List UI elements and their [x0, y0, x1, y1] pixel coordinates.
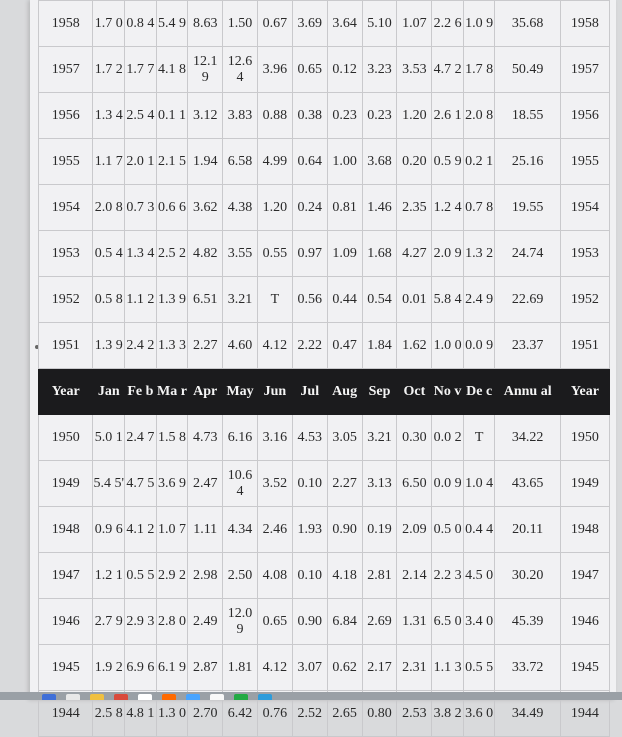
value-cell: 2.7 9 [93, 599, 125, 645]
year-cell: 1952 [560, 277, 609, 323]
value-cell: 3.07 [292, 645, 327, 691]
value-cell: 0.5 8 [93, 277, 125, 323]
value-cell: 2.31 [397, 645, 432, 691]
dock-app-icon[interactable] [66, 694, 80, 700]
value-cell: 0.2 1 [463, 139, 495, 185]
value-cell: 0.8 4 [125, 1, 157, 47]
value-cell: 24.74 [495, 231, 560, 277]
value-cell: 10.6 4 [223, 461, 258, 507]
value-cell: 2.27 [188, 323, 223, 369]
value-cell: 1.46 [362, 185, 397, 231]
value-cell: 5.4 9 [156, 1, 188, 47]
value-cell: 1.7 0 [93, 1, 125, 47]
value-cell: 1.50 [223, 1, 258, 47]
year-cell: 1947 [560, 553, 609, 599]
value-cell: 0.6 6 [156, 185, 188, 231]
year-cell: 1951 [39, 323, 93, 369]
value-cell: 3.4 0 [463, 599, 495, 645]
value-cell: 0.65 [257, 599, 292, 645]
table-row [39, 599, 610, 645]
value-cell: 3.21 [223, 277, 258, 323]
value-cell: 2.27 [327, 461, 362, 507]
value-cell: 2.47 [188, 461, 223, 507]
value-cell: 6.58 [223, 139, 258, 185]
value-cell: 0.30 [397, 415, 432, 461]
year-cell: 1958 [39, 1, 93, 47]
value-cell: 4.1 8 [156, 47, 188, 93]
value-cell: 6.9 6 [125, 645, 157, 691]
value-cell: 2.1 5 [156, 139, 188, 185]
value-cell: 5.10 [362, 1, 397, 47]
value-cell: 0.7 3 [125, 185, 157, 231]
value-cell: 0.90 [327, 507, 362, 553]
value-cell: 1.0 4 [463, 461, 495, 507]
table-header-row [39, 369, 610, 415]
value-cell: 2.6 1 [432, 93, 464, 139]
year-cell: 1946 [560, 599, 609, 645]
value-cell: 2.46 [257, 507, 292, 553]
value-cell: 1.9 2 [93, 645, 125, 691]
column-header: Year [39, 369, 93, 415]
value-cell: 0.76 [257, 691, 292, 737]
value-cell: 0.65 [292, 47, 327, 93]
value-cell: 1.3 4 [93, 93, 125, 139]
value-cell: 2.4 2 [125, 323, 157, 369]
value-cell: 4.82 [188, 231, 223, 277]
value-cell: 2.35 [397, 185, 432, 231]
column-header: Aug [327, 369, 362, 415]
dock-app-icon[interactable] [42, 694, 56, 700]
value-cell: 2.65 [327, 691, 362, 737]
value-cell: 4.53 [292, 415, 327, 461]
value-cell: 3.64 [327, 1, 362, 47]
value-cell: 2.81 [362, 553, 397, 599]
value-cell: 1.94 [188, 139, 223, 185]
value-cell: 1.00 [327, 139, 362, 185]
value-cell: 2.09 [397, 507, 432, 553]
value-cell: 30.20 [495, 553, 560, 599]
value-cell: 1.07 [397, 1, 432, 47]
value-cell: 1.0 9 [463, 1, 495, 47]
value-cell: 6.1 9 [156, 645, 188, 691]
value-cell: 2.0 8 [93, 185, 125, 231]
value-cell: 1.1 3 [432, 645, 464, 691]
value-cell: 6.51 [188, 277, 223, 323]
value-cell: 6.16 [223, 415, 258, 461]
value-cell: 1.3 3 [156, 323, 188, 369]
year-cell: 1945 [560, 645, 609, 691]
table-row [39, 1, 610, 47]
value-cell: 35.68 [495, 1, 560, 47]
value-cell: 2.8 0 [156, 599, 188, 645]
column-header: De c [463, 369, 495, 415]
dock-bar [42, 692, 502, 700]
value-cell: 1.11 [188, 507, 223, 553]
table-body [39, 1, 610, 737]
value-cell: 12.1 9 [188, 47, 223, 93]
value-cell: 50.49 [495, 47, 560, 93]
value-cell: 0.24 [292, 185, 327, 231]
value-cell: 4.7 2 [432, 47, 464, 93]
year-cell: 1944 [560, 691, 609, 737]
value-cell: 2.17 [362, 645, 397, 691]
value-cell: 22.69 [495, 277, 560, 323]
value-cell: 12.0 9 [223, 599, 258, 645]
table-row [39, 185, 610, 231]
value-cell: 0.19 [362, 507, 397, 553]
value-cell: 2.9 3 [125, 599, 157, 645]
value-cell: 2.14 [397, 553, 432, 599]
table-row [39, 553, 610, 599]
value-cell: 2.52 [292, 691, 327, 737]
value-cell: 3.05 [327, 415, 362, 461]
value-cell: 3.52 [257, 461, 292, 507]
value-cell: 4.12 [257, 323, 292, 369]
value-cell: 6.5 0 [432, 599, 464, 645]
column-header: Fe b [125, 369, 157, 415]
table-row [39, 231, 610, 277]
value-cell: 0.5 5 [125, 553, 157, 599]
year-cell: 1956 [560, 93, 609, 139]
value-cell: 3.6 9 [156, 461, 188, 507]
value-cell: 25.16 [495, 139, 560, 185]
value-cell: 3.23 [362, 47, 397, 93]
value-cell: 2.4 7 [125, 415, 157, 461]
value-cell: 0.10 [292, 461, 327, 507]
value-cell: 1.09 [327, 231, 362, 277]
value-cell: 23.37 [495, 323, 560, 369]
value-cell: 2.5 8 [93, 691, 125, 737]
value-cell: 4.38 [223, 185, 258, 231]
value-cell: 1.1 2 [125, 277, 157, 323]
value-cell: 12.6 4 [223, 47, 258, 93]
column-header: No v [432, 369, 464, 415]
value-cell: 0.5 4 [93, 231, 125, 277]
table-row [39, 47, 610, 93]
column-header: May [223, 369, 258, 415]
value-cell: 1.84 [362, 323, 397, 369]
value-cell: 1.31 [397, 599, 432, 645]
table-row [39, 139, 610, 185]
value-cell: 0.81 [327, 185, 362, 231]
year-cell: 1956 [39, 93, 93, 139]
value-cell: 3.69 [292, 1, 327, 47]
value-cell: 0.23 [362, 93, 397, 139]
value-cell: 4.12 [257, 645, 292, 691]
value-cell: 1.5 8 [156, 415, 188, 461]
value-cell: 4.7 5 [125, 461, 157, 507]
column-header: Annu al [495, 369, 560, 415]
column-header: Jan [93, 369, 125, 415]
value-cell: 1.7 2 [93, 47, 125, 93]
value-cell: 3.21 [362, 415, 397, 461]
year-cell: 1958 [560, 1, 609, 47]
value-cell: 0.0 9 [432, 461, 464, 507]
value-cell: 1.3 9 [93, 323, 125, 369]
year-cell: 1955 [560, 139, 609, 185]
dock-app-icon[interactable] [90, 694, 104, 700]
value-cell: 1.68 [362, 231, 397, 277]
value-cell: 0.10 [292, 553, 327, 599]
year-cell: 1949 [39, 461, 93, 507]
value-cell: 2.0 9 [432, 231, 464, 277]
value-cell: 0.67 [257, 1, 292, 47]
dock-app-icon[interactable] [138, 694, 152, 700]
value-cell: 2.98 [188, 553, 223, 599]
value-cell: 4.1 2 [125, 507, 157, 553]
value-cell: 4.5 0 [463, 553, 495, 599]
value-cell: 3.6 0 [463, 691, 495, 737]
table-row [39, 507, 610, 553]
dock-app-icon[interactable] [162, 694, 176, 700]
value-cell: 2.2 3 [432, 553, 464, 599]
value-cell: 0.5 0 [432, 507, 464, 553]
value-cell: 0.01 [397, 277, 432, 323]
column-header: Sep [362, 369, 397, 415]
value-cell: 3.83 [223, 93, 258, 139]
value-cell: 3.13 [362, 461, 397, 507]
value-cell: 2.70 [188, 691, 223, 737]
value-cell: 3.12 [188, 93, 223, 139]
value-cell: 0.56 [292, 277, 327, 323]
value-cell: 4.08 [257, 553, 292, 599]
value-cell: 2.87 [188, 645, 223, 691]
value-cell: 4.73 [188, 415, 223, 461]
value-cell: 0.88 [257, 93, 292, 139]
year-cell: 1948 [560, 507, 609, 553]
value-cell: T [463, 415, 495, 461]
value-cell: 4.34 [223, 507, 258, 553]
calendar-icon[interactable] [114, 694, 128, 700]
value-cell: 1.0 7 [156, 507, 188, 553]
value-cell: 4.27 [397, 231, 432, 277]
column-header: Apr [188, 369, 223, 415]
value-cell: 1.2 4 [432, 185, 464, 231]
value-cell: 2.9 2 [156, 553, 188, 599]
value-cell: 2.22 [292, 323, 327, 369]
value-cell: 6.50 [397, 461, 432, 507]
table-row [39, 277, 610, 323]
value-cell: 0.1 1 [156, 93, 188, 139]
value-cell: 0.44 [327, 277, 362, 323]
value-cell: 6.84 [327, 599, 362, 645]
value-cell: 0.62 [327, 645, 362, 691]
year-cell: 1955 [39, 139, 93, 185]
value-cell: 2.0 8 [463, 93, 495, 139]
column-header: Jul [292, 369, 327, 415]
value-cell: 4.18 [327, 553, 362, 599]
year-cell: 1950 [560, 415, 609, 461]
value-cell: 3.62 [188, 185, 223, 231]
value-cell: 0.54 [362, 277, 397, 323]
year-cell: 1948 [39, 507, 93, 553]
value-cell: 3.55 [223, 231, 258, 277]
value-cell: 2.49 [188, 599, 223, 645]
value-cell: 0.20 [397, 139, 432, 185]
value-cell: 1.2 1 [93, 553, 125, 599]
value-cell: 0.7 8 [463, 185, 495, 231]
value-cell: 1.20 [397, 93, 432, 139]
value-cell: 18.55 [495, 93, 560, 139]
column-header: Oct [397, 369, 432, 415]
value-cell: 0.0 9 [463, 323, 495, 369]
value-cell: 33.72 [495, 645, 560, 691]
table-row [39, 323, 610, 369]
value-cell: 4.60 [223, 323, 258, 369]
value-cell: 2.4 9 [463, 277, 495, 323]
year-cell: 1957 [39, 47, 93, 93]
value-cell: 0.4 4 [463, 507, 495, 553]
value-cell: 0.47 [327, 323, 362, 369]
value-cell: 6.42 [223, 691, 258, 737]
value-cell: 1.93 [292, 507, 327, 553]
value-cell: 3.8 2 [432, 691, 464, 737]
year-cell: 1945 [39, 645, 93, 691]
value-cell: 1.1 7 [93, 139, 125, 185]
value-cell: 0.0 2 [432, 415, 464, 461]
value-cell: 1.3 0 [156, 691, 188, 737]
value-cell: 2.53 [397, 691, 432, 737]
value-cell: 45.39 [495, 599, 560, 645]
year-cell: 1951 [560, 323, 609, 369]
value-cell: T [257, 277, 292, 323]
value-cell: 43.65 [495, 461, 560, 507]
column-header: Jun [257, 369, 292, 415]
value-cell: 3.16 [257, 415, 292, 461]
value-cell: 1.81 [223, 645, 258, 691]
value-cell: 0.64 [292, 139, 327, 185]
value-cell: 2.50 [223, 553, 258, 599]
dock-app-icon[interactable] [210, 694, 224, 700]
value-cell: 34.49 [495, 691, 560, 737]
value-cell: 20.11 [495, 507, 560, 553]
year-cell: 1949 [560, 461, 609, 507]
value-cell: 0.12 [327, 47, 362, 93]
year-cell: 1954 [39, 185, 93, 231]
value-cell: 1.62 [397, 323, 432, 369]
value-cell: 5.0 1 [93, 415, 125, 461]
value-cell: 2.2 6 [432, 1, 464, 47]
value-cell: 0.5 5 [463, 645, 495, 691]
value-cell: 0.9 6 [93, 507, 125, 553]
value-cell: 2.5 2 [156, 231, 188, 277]
value-cell: 1.20 [257, 185, 292, 231]
value-cell: 4.99 [257, 139, 292, 185]
value-cell: 5.8 4 [432, 277, 464, 323]
value-cell: 5.4 5' [93, 461, 125, 507]
year-cell: 1957 [560, 47, 609, 93]
value-cell: 0.80 [362, 691, 397, 737]
value-cell: 0.23 [327, 93, 362, 139]
value-cell: 3.96 [257, 47, 292, 93]
year-cell: 1944 [39, 691, 93, 737]
column-header: Year [560, 369, 609, 415]
value-cell: 1.7 8 [463, 47, 495, 93]
table-row [39, 415, 610, 461]
year-cell: 1954 [560, 185, 609, 231]
year-cell: 1953 [560, 231, 609, 277]
precipitation-table [38, 0, 610, 737]
value-cell: 0.90 [292, 599, 327, 645]
year-cell: 1946 [39, 599, 93, 645]
table-row [39, 645, 610, 691]
year-cell: 1950 [39, 415, 93, 461]
value-cell: 0.55 [257, 231, 292, 277]
year-cell: 1953 [39, 231, 93, 277]
value-cell: 0.38 [292, 93, 327, 139]
value-cell: 2.5 4 [125, 93, 157, 139]
value-cell: 0.97 [292, 231, 327, 277]
dock-app-icon[interactable] [234, 694, 248, 700]
dock-app-icon[interactable] [258, 694, 272, 700]
value-cell: 8.63 [188, 1, 223, 47]
value-cell: 2.0 1 [125, 139, 157, 185]
table-row [39, 461, 610, 507]
value-cell: 1.7 7 [125, 47, 157, 93]
year-cell: 1952 [39, 277, 93, 323]
value-cell: 1.3 2 [463, 231, 495, 277]
value-cell: 2.69 [362, 599, 397, 645]
value-cell: 3.68 [362, 139, 397, 185]
value-cell: 4.8 1 [125, 691, 157, 737]
value-cell: 1.0 0 [432, 323, 464, 369]
year-cell: 1947 [39, 553, 93, 599]
dock-app-icon[interactable] [186, 694, 200, 700]
table-row [39, 93, 610, 139]
value-cell: 19.55 [495, 185, 560, 231]
column-header: Ma r [156, 369, 188, 415]
value-cell: 1.3 9 [156, 277, 188, 323]
value-cell: 34.22 [495, 415, 560, 461]
value-cell: 3.53 [397, 47, 432, 93]
value-cell: 0.5 9 [432, 139, 464, 185]
value-cell: 1.3 4 [125, 231, 157, 277]
